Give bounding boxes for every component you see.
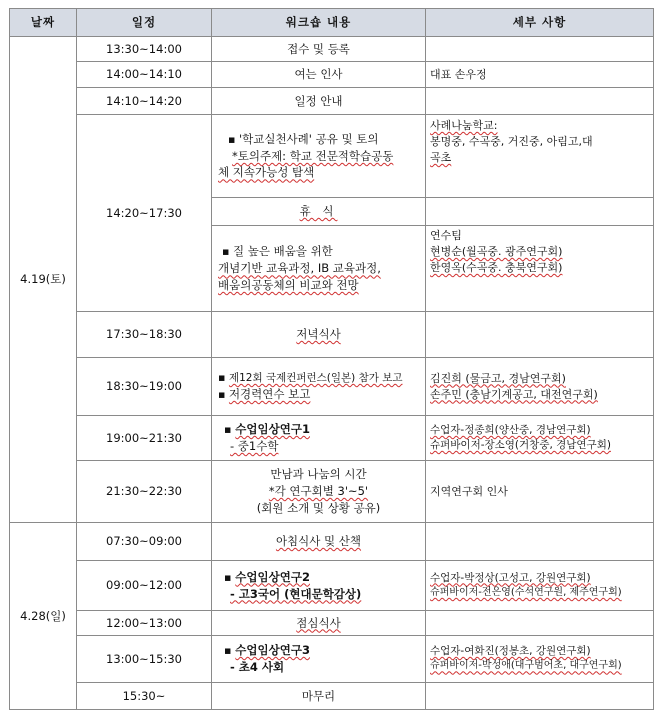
detail-line: 손주민 (충남기계공고, 대전연구회) <box>430 387 598 401</box>
content-line: - 중1수학 <box>230 439 279 454</box>
content-cell <box>212 358 426 416</box>
day2-date: 4.28(일) <box>10 523 77 710</box>
table-row <box>10 115 654 198</box>
content-line: (회원 소개 및 상황 공유) <box>256 500 381 515</box>
detail-line: 김진희 (물금고, 경남연구회) <box>430 371 566 385</box>
content-cell: 일정 안내 <box>212 88 426 115</box>
table-row <box>10 461 654 523</box>
content-line: ▪ '학교실천사례' 공유 및 토의 <box>218 131 422 148</box>
content-text: - 고3국어 (현대문학감상) <box>230 586 362 601</box>
time-cell: 12:00~13:00 <box>77 611 212 636</box>
detail-line: 슈퍼바이저-박성애(대구범어초, 대구연구회) <box>430 660 622 672</box>
content-text: *각 연구회별 3'~5' <box>268 484 369 499</box>
time-cell: 13:00~15:30 <box>77 636 212 683</box>
content-cell <box>212 636 426 683</box>
content-text: 점심식사 <box>296 615 341 630</box>
day1-date: 4.19(토) <box>10 37 77 523</box>
detail-cell <box>426 226 654 312</box>
table-row <box>10 62 654 88</box>
time-cell: 15:30~ <box>77 683 212 710</box>
table-row <box>10 611 654 636</box>
content-cell <box>212 416 426 461</box>
detail-cell: 지역연구회 인사 <box>426 461 654 523</box>
time-cell: 09:00~12:00 <box>77 561 212 611</box>
time-cell: 21:30~22:30 <box>77 461 212 523</box>
detail-line: 수업자-정종희(양산중, 경남연구회) <box>430 423 591 436</box>
content-line <box>218 421 422 438</box>
content-cell <box>212 523 426 561</box>
table-row <box>10 561 654 611</box>
header-date: 날짜 <box>10 9 77 37</box>
content-line <box>212 483 425 500</box>
header-detail: 세부 사항 <box>426 9 654 37</box>
content-text: 제12회 국제컨퍼런스(일본) 참가 보고 <box>228 371 403 384</box>
content-cell <box>212 198 426 226</box>
detail-line: 봉명중, 수곡중, 거진중, 아림고,대 <box>430 134 593 148</box>
detail-cell <box>426 523 654 561</box>
detail-cell <box>426 683 654 710</box>
table-row <box>10 88 654 115</box>
content-cell: 마무리 <box>212 683 426 710</box>
header-row <box>10 9 654 37</box>
detail-line: 수업자-박정상(고성고, 강원연구회) <box>430 571 591 584</box>
content-cell <box>212 312 426 358</box>
time-cell: 18:30~19:00 <box>77 358 212 416</box>
table-row <box>10 416 654 461</box>
content-text: 휴 식 <box>299 204 338 219</box>
content-cell: 여는 인사 <box>212 62 426 88</box>
content-line: - 초4 사회 <box>230 660 285 675</box>
detail-cell <box>426 561 654 611</box>
detail-cell <box>426 198 654 226</box>
content-line <box>218 386 422 403</box>
content-line: 개념기반 교육과정, IB 교육과정, <box>218 261 381 276</box>
detail-line: 슈퍼바이저-전은영(수석연구원, 제주연구회) <box>430 586 622 598</box>
detail-cell <box>426 312 654 358</box>
content-text: 아침식사 및 산책 <box>275 534 362 549</box>
detail-cell: 대표 손우정 <box>426 62 654 88</box>
detail-cell <box>426 611 654 636</box>
content-cell <box>212 611 426 636</box>
content-cell <box>212 226 426 312</box>
content-line: 만남과 나눔의 시간 <box>270 467 367 482</box>
content-line: 체 지속가능성 탐색 <box>218 165 315 180</box>
detail-cell <box>426 37 654 62</box>
table-row <box>10 312 654 358</box>
table-row <box>10 523 654 561</box>
content-cell <box>212 561 426 611</box>
header-content: 워크숍 내용 <box>212 9 426 37</box>
content-cell <box>212 115 426 198</box>
table-row <box>10 358 654 416</box>
table-row <box>10 37 654 62</box>
time-cell: 13:30~14:00 <box>77 37 212 62</box>
detail-line: 슈퍼바이저-장소영(거창중, 경남연구회) <box>430 439 611 451</box>
detail-line: 수업자-여화진(정봉초, 강원연구회) <box>430 645 591 658</box>
detail-line: 현병순(월곡중. 광주연구회) <box>430 244 563 258</box>
detail-line: 곡초 <box>430 150 452 164</box>
header-time: 일정 <box>77 9 212 37</box>
content-text: 수업임상연구1 <box>235 422 310 437</box>
detail-line: 연수팀 <box>430 229 462 242</box>
content-text: 수업임상연구3 <box>235 643 310 658</box>
content-text: 저경력연수 보고 <box>228 387 311 402</box>
content-line <box>218 569 422 586</box>
content-text: 수업임상연구2 <box>235 569 310 584</box>
detail-line: 사례나눔학교: <box>430 119 498 132</box>
time-cell: 14:20~17:30 <box>77 115 212 312</box>
schedule-table <box>9 8 654 710</box>
content-line: *토의주제: 학교 전문적학습공동 <box>232 148 394 163</box>
table-row <box>10 683 654 710</box>
content-line <box>218 586 422 603</box>
content-line <box>218 642 422 659</box>
time-cell: 14:00~14:10 <box>77 62 212 88</box>
time-cell: 07:30~09:00 <box>77 523 212 561</box>
content-line <box>218 370 422 386</box>
detail-cell <box>426 416 654 461</box>
time-cell: 17:30~18:30 <box>77 312 212 358</box>
table-row <box>10 636 654 683</box>
time-cell: 19:00~21:30 <box>77 416 212 461</box>
detail-cell <box>426 115 654 198</box>
content-text: 저녁식사 <box>296 327 341 342</box>
content-line: ▪ 질 높은 배움을 위한 <box>218 243 422 260</box>
time-cell: 14:10~14:20 <box>77 88 212 115</box>
detail-cell <box>426 636 654 683</box>
content-line: 배움의공동체의 비교와 전망 <box>218 277 359 292</box>
detail-line: 한영옥(수곡중. 충북연구회) <box>430 260 563 274</box>
content-cell: 접수 및 등록 <box>212 37 426 62</box>
detail-cell <box>426 358 654 416</box>
content-cell <box>212 461 426 523</box>
detail-cell <box>426 88 654 115</box>
